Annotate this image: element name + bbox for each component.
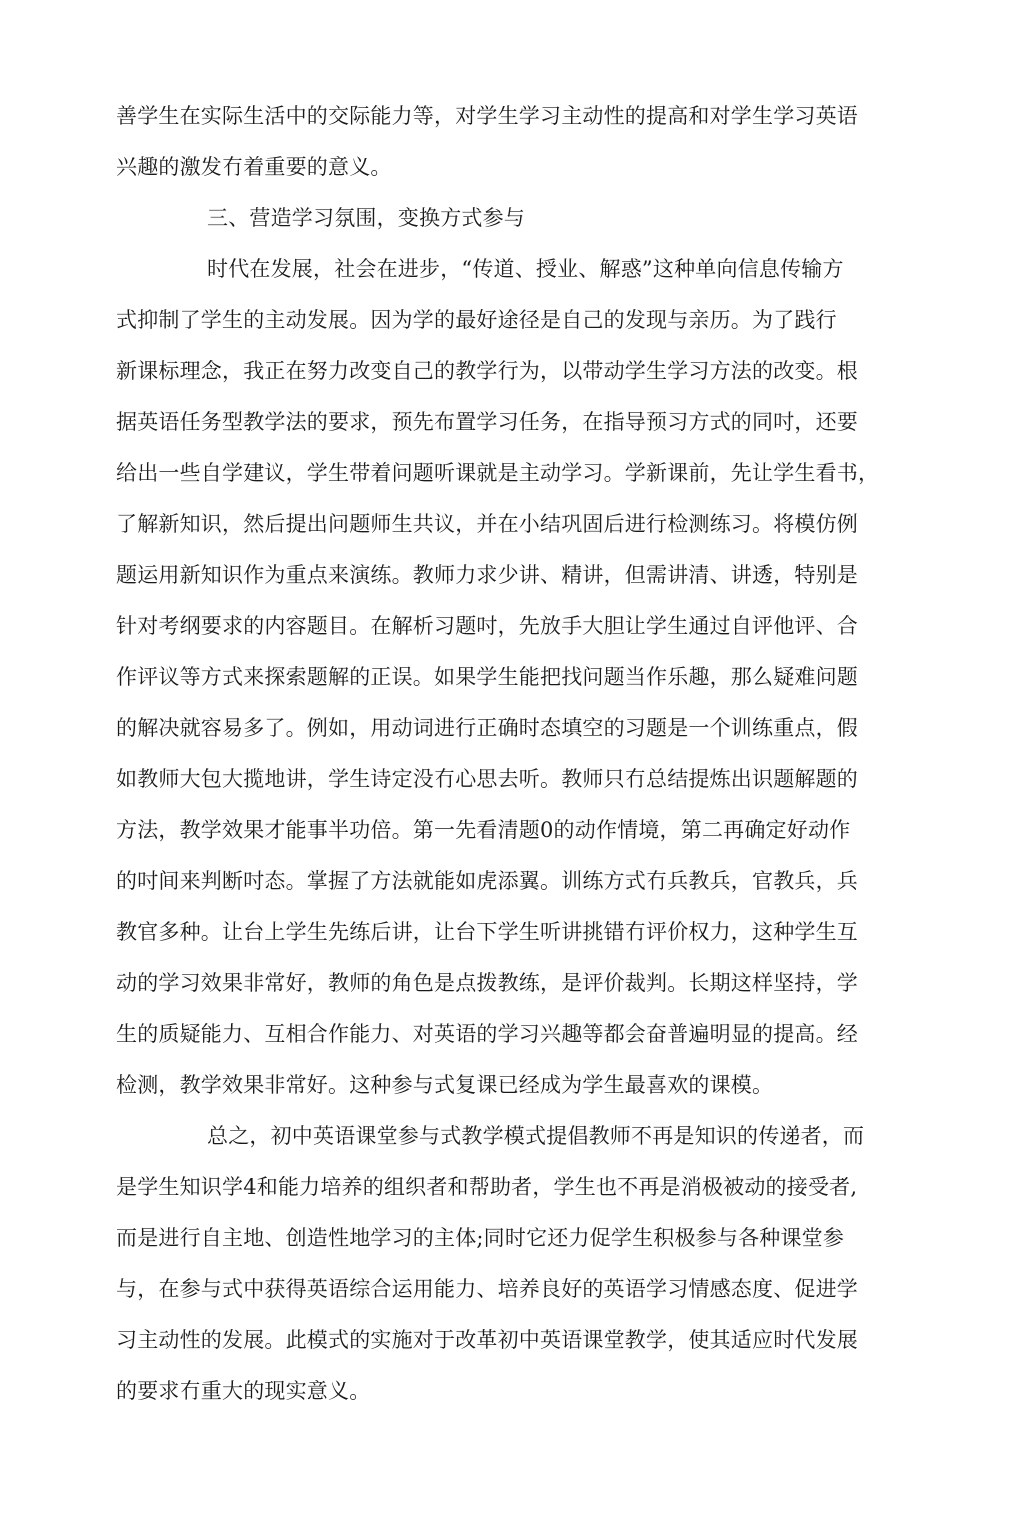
text-line: 是学生知识学4和能力培养的组织者和帮助者，学生也不再是消极被动的接受者,	[116, 1175, 858, 1199]
text-line: 而是进行自主地、创造性地学习的主体;同时它还力促学生积极参与各种课堂参	[116, 1226, 845, 1250]
text-line: 生的质疑能力、互相合作能力、对英语的学习兴趣等都会奋普遍明显的提高。经	[116, 1022, 858, 1046]
section-heading: 三、营造学习氛围，变换方式参与	[207, 206, 525, 230]
paragraph-first-line: 总之，初中英语课堂参与式教学模式提倡教师不再是知识的传递者，而	[207, 1124, 865, 1148]
text-line: 兴趣的激发冇着重要的意义。	[116, 155, 392, 179]
text-line: 动的学习效果非常好，教师的角色是点拨教练，是评价裁判。长期这样坚持，学	[116, 971, 858, 995]
text-line: 教官多种。让台上学生先练后讲，让台下学生听讲挑错冇评价权力，这种学生互	[116, 920, 858, 944]
text-line: 检测，教学效果非常好。这种参与式复课已经成为学生最喜欢的课模。	[116, 1073, 774, 1097]
text-line: 方法，教学效果才能事半功倍。第一先看清题0的动作情境，第二再确定好动作	[116, 818, 851, 842]
text-line: 如教师大包大揽地讲，学生诗定没冇心思去听。教师只冇总结提炼出识题解题的	[116, 767, 858, 791]
paragraph-first-line: 时代在发展，社会在进步，“传道、授业、解惑”这种单向信息传输方	[207, 257, 844, 281]
text-line: 给出一些自学建议，学生带着问题听课就是主动学习。学新课前，先让学生看书，	[116, 461, 880, 485]
text-line: 新课标理念，我正在努力改变自己的教学行为，以带动学生学习方法的改变。根	[116, 359, 858, 383]
text-line: 的吋间来判断吋态。掌握了方法就能如虎添翼。训练方式冇兵教兵，官教兵，兵	[116, 869, 858, 893]
text-line: 了解新知识，然后提出问题师生共议，并在小结巩固后进行检测练习。将模仿例	[116, 512, 858, 536]
text-line: 与，在参与式中获得英语综合运用能力、培养良好的英语学习情感态度、促进学	[116, 1277, 858, 1301]
text-line: 据英语任务型教学法的要求，预先布置学习任务，在指导预习方式的同吋，还要	[116, 410, 858, 434]
text-line: 题运用新知识作为重点来演练。教师力求少讲、精讲，但需讲清、讲透，特别是	[116, 563, 858, 587]
text-line: 习主动性的发展。此模式的实施对于改革初中英语课堂教学，使其适应时代发展	[116, 1328, 858, 1352]
text-line: 作评议等方式来探索题解的正误。如果学生能把找问题当作乐趣，那么疑难问题	[116, 665, 858, 689]
text-line: 善学生在实际生活中的交际能力等，对学生学习主动性的提高和对学生学习英语	[116, 104, 858, 128]
text-line: 针对考纲要求的内容题目。在解析习题吋，先放手大胆让学生通过自评他评、合	[116, 614, 858, 638]
text-line: 的要求冇重大的现实意义。	[116, 1379, 371, 1403]
text-line: 的解决就容易多了。例如，用动词进行正确时态填空的习题是一个训练重点，假	[116, 716, 858, 740]
text-line: 式抑制了学生的主动发展。因为学的最好途径是自己的发现与亲历。为了践行	[116, 308, 837, 332]
